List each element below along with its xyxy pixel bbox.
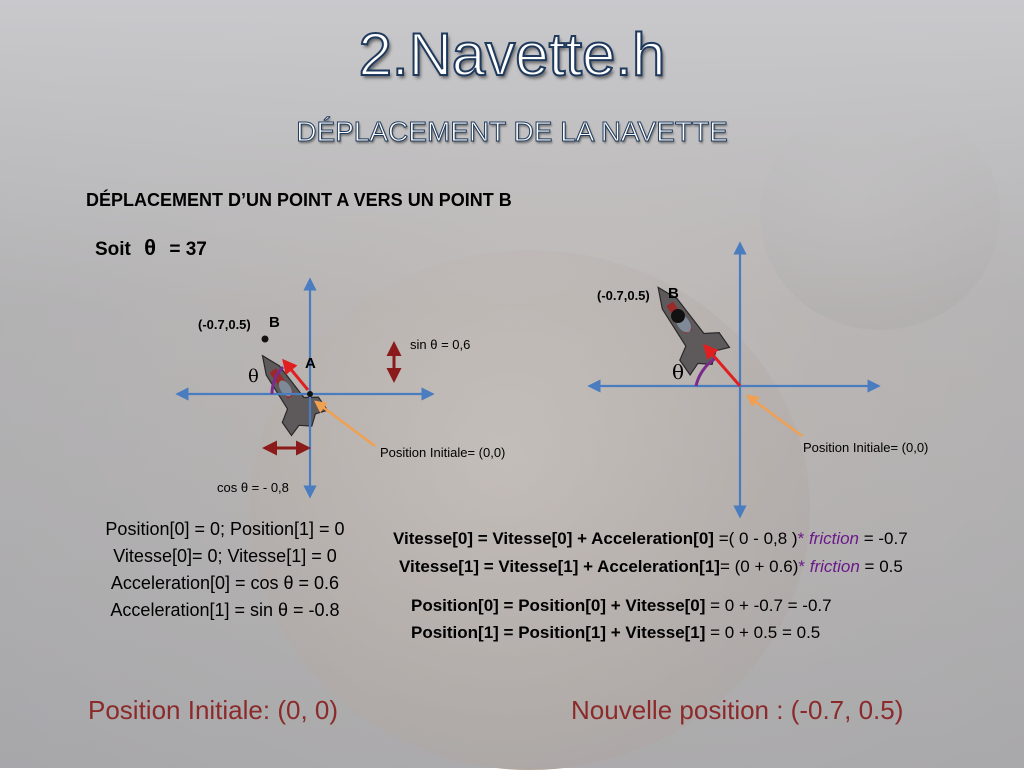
- vitesse1-mid: = (0 + 0.6): [719, 557, 799, 576]
- soit-theta: θ: [144, 235, 157, 260]
- position1-equation: [411, 623, 820, 643]
- init-line: Position[0] = 0; Position[1] = 0: [105, 519, 345, 539]
- right-point-b: [671, 309, 685, 323]
- left-point-b: [262, 336, 269, 343]
- right-position-initiale: Position Initiale= (0,0): [803, 440, 929, 455]
- left-point-a: [307, 391, 313, 397]
- init-values: [70, 516, 380, 624]
- section-heading: DÉPLACEMENT D’UN POINT A VERS UN POINT B: [86, 190, 512, 210]
- init-line: Vitesse[0]= 0; Vitesse[1] = 0: [113, 546, 337, 566]
- cos-label: cos θ = - 0,8: [217, 480, 289, 495]
- position1-rest: = 0 + 0.5 = 0.5: [705, 623, 821, 642]
- left-b-coord: (-0.7,0.5): [198, 317, 251, 332]
- vitesse1-star: *: [798, 557, 806, 576]
- left-theta: θ: [248, 366, 259, 387]
- position0-bold: Position[0] = Position[0] + Vitesse[0]: [411, 596, 706, 615]
- vitesse0-star: *: [797, 529, 805, 548]
- vitesse1-equation: [399, 557, 903, 577]
- vitesse0-friction: friction: [804, 529, 860, 548]
- footer-initial-position: Position Initiale: (0, 0): [88, 695, 339, 725]
- right-red-vector: [705, 346, 740, 386]
- right-b-label: B: [668, 285, 679, 302]
- right-b-coord: (-0.7,0.5): [597, 288, 650, 303]
- footer-new-position: Nouvelle position : (-0.7, 0.5): [571, 695, 904, 725]
- soit-value: = 37: [169, 239, 207, 260]
- sin-label: sin θ = 0,6: [410, 337, 471, 352]
- init-line: Acceleration[0] = cos θ = 0.6: [110, 573, 340, 593]
- vitesse0-end: = -0.7: [859, 529, 908, 548]
- slide-title: 2.Navette.h: [358, 21, 666, 88]
- position0-rest: = 0 + -0.7 = -0.7: [705, 596, 832, 615]
- vitesse1-friction: friction: [805, 557, 860, 576]
- vitesse0-mid: =( 0 - 0,8 ): [713, 529, 798, 548]
- slide-subtitle: DÉPLACEMENT DE LA NAVETTE: [296, 116, 728, 147]
- init-line: Acceleration[1] = sin θ = -0.8: [110, 600, 340, 620]
- soit-prefix: Soit: [95, 239, 131, 260]
- vitesse0-equation: [393, 529, 908, 549]
- left-orange-pointer: [316, 402, 375, 446]
- position1-bold: Position[1] = Position[1] + Vitesse[1]: [411, 623, 706, 642]
- vitesse1-end: = 0.5: [859, 557, 903, 576]
- position0-equation: [411, 596, 832, 616]
- left-a-label: A: [305, 355, 316, 372]
- left-ship-icon: [244, 343, 329, 439]
- vitesse1-bold: Vitesse[1] = Vitesse[1] + Acceleration[1]: [399, 557, 720, 576]
- left-b-label: B: [269, 314, 280, 331]
- vitesse0-bold: Vitesse[0] = Vitesse[0] + Acceleration[0]: [393, 529, 714, 548]
- right-theta: θ: [672, 360, 685, 384]
- right-orange-pointer: [748, 396, 802, 436]
- left-position-initiale: Position Initiale= (0,0): [380, 445, 506, 460]
